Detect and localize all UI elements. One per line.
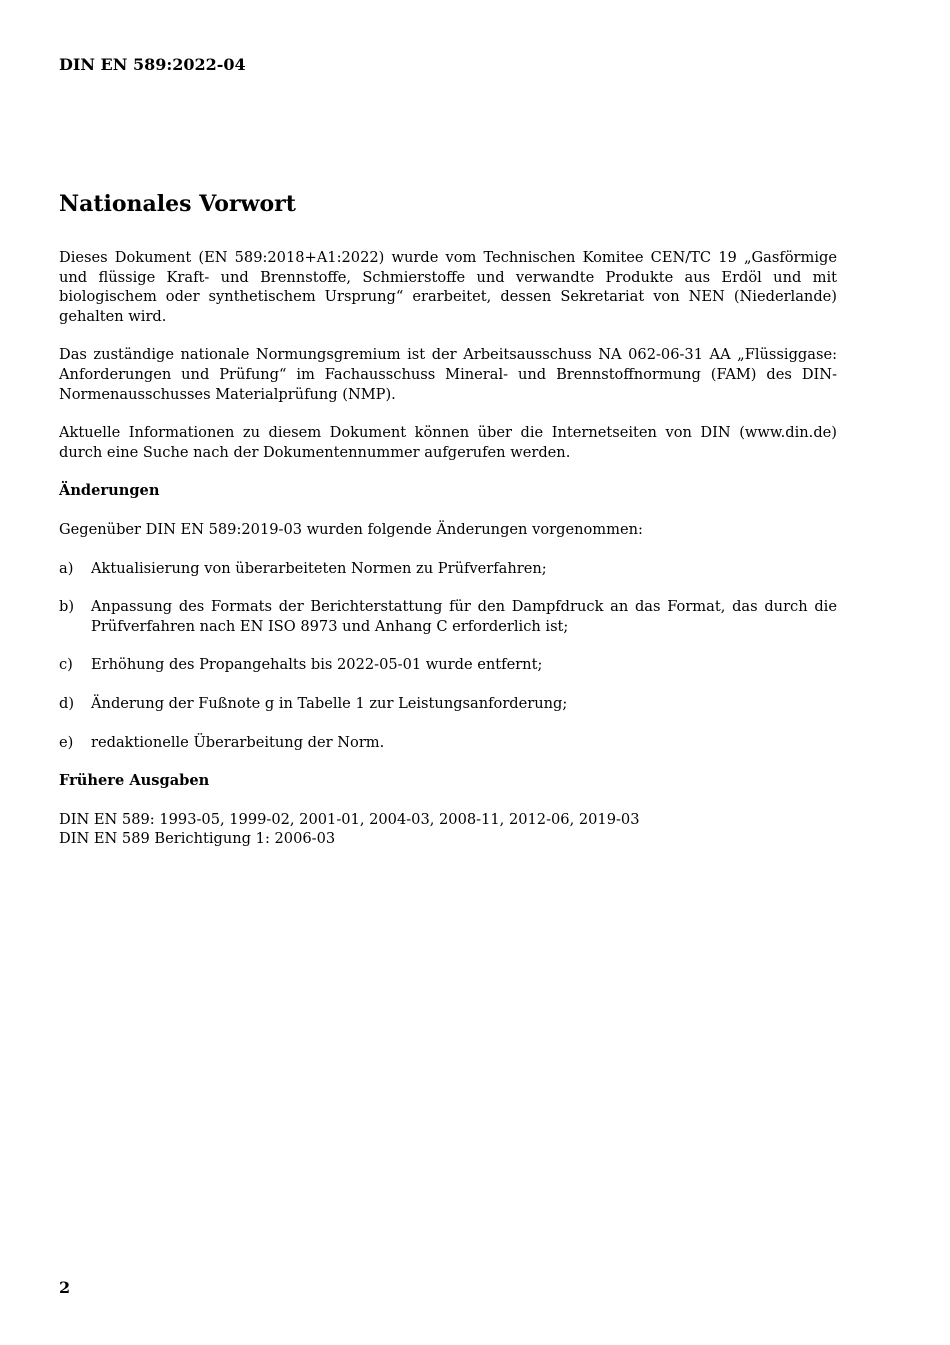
list-item-text: redaktionelle Überarbeitung der Norm. (91, 733, 385, 751)
list-item-text: Anpassung des Formats der Berichterstattung für den Dampfdruck an das Format, das durch die Prüfverfahren nach EN ISO 8973 und Anhang C erforderlich ist; (91, 598, 837, 635)
changes-intro: Gegenüber DIN EN 589:2019-03 wurden folgende Änderungen vorgenommen: (59, 520, 643, 538)
document-id: DIN EN 589:2022-04 (59, 55, 246, 74)
previous-editions-heading: Frühere Ausgaben (59, 772, 210, 790)
list-item-label: a) (59, 559, 74, 577)
list-item-label: c) (59, 656, 73, 674)
paragraph-committee: Dieses Dokument (EN 589:2018+A1:2022) wurde vom Technischen Komitee CEN/TC 19 „Gasförmige und flüssige Kraft- und Brennstoffe, Schmierstoffe und verwandte Produkte aus Erdöl und mit biologischem oder synthetischem Ursprung“ erarbeitet, dessen Sekretariat von NEN (Niederlande) gehalten wird. (59, 249, 837, 325)
previous-editions-line: DIN EN 589: 1993-05, 1999-02, 2001-01, 2004-03, 2008-11, 2012-06, 2019-03 (59, 810, 640, 828)
list-item (59, 694, 837, 714)
page-number: 2 (59, 1278, 71, 1297)
list-item (59, 655, 837, 675)
list-item (59, 559, 837, 579)
paragraph-current-info: Aktuelle Informationen zu diesem Dokument können über die Internetseiten von DIN (www.din.de) durch eine Suche nach der Dokumentennummer aufgerufen werden. (59, 424, 837, 461)
changes-heading: Änderungen (59, 482, 160, 500)
page-title: Nationales Vorwort (59, 191, 296, 217)
list-item-label: d) (59, 694, 75, 712)
list-item-text: Änderung der Fußnote g in Tabelle 1 zur Leistungsanforderung; (91, 694, 568, 712)
paragraph-national-body: Das zuständige nationale Normungsgremium ist der Arbeitsausschuss NA 062-06-31 AA „Flüssiggase: Anforderungen und Prüfung“ im Fachausschuss Mineral- und Brennstoffnormung (FAM) des DIN-Normenausschusses Materialprüfung (NMP). (59, 346, 837, 403)
list-item (59, 733, 837, 753)
list-item-text: Aktualisierung von überarbeiteten Normen zu Prüfverfahren; (91, 559, 547, 577)
list-item (59, 597, 837, 636)
previous-editions-line: DIN EN 589 Berichtigung 1: 2006-03 (59, 830, 336, 848)
list-item-text: Erhöhung des Propangehalts bis 2022-05-01 wurde entfernt; (91, 656, 543, 674)
main-content (59, 190, 837, 849)
changes-list (59, 559, 837, 753)
list-item-label: e) (59, 733, 74, 751)
list-item-label: b) (59, 598, 75, 616)
